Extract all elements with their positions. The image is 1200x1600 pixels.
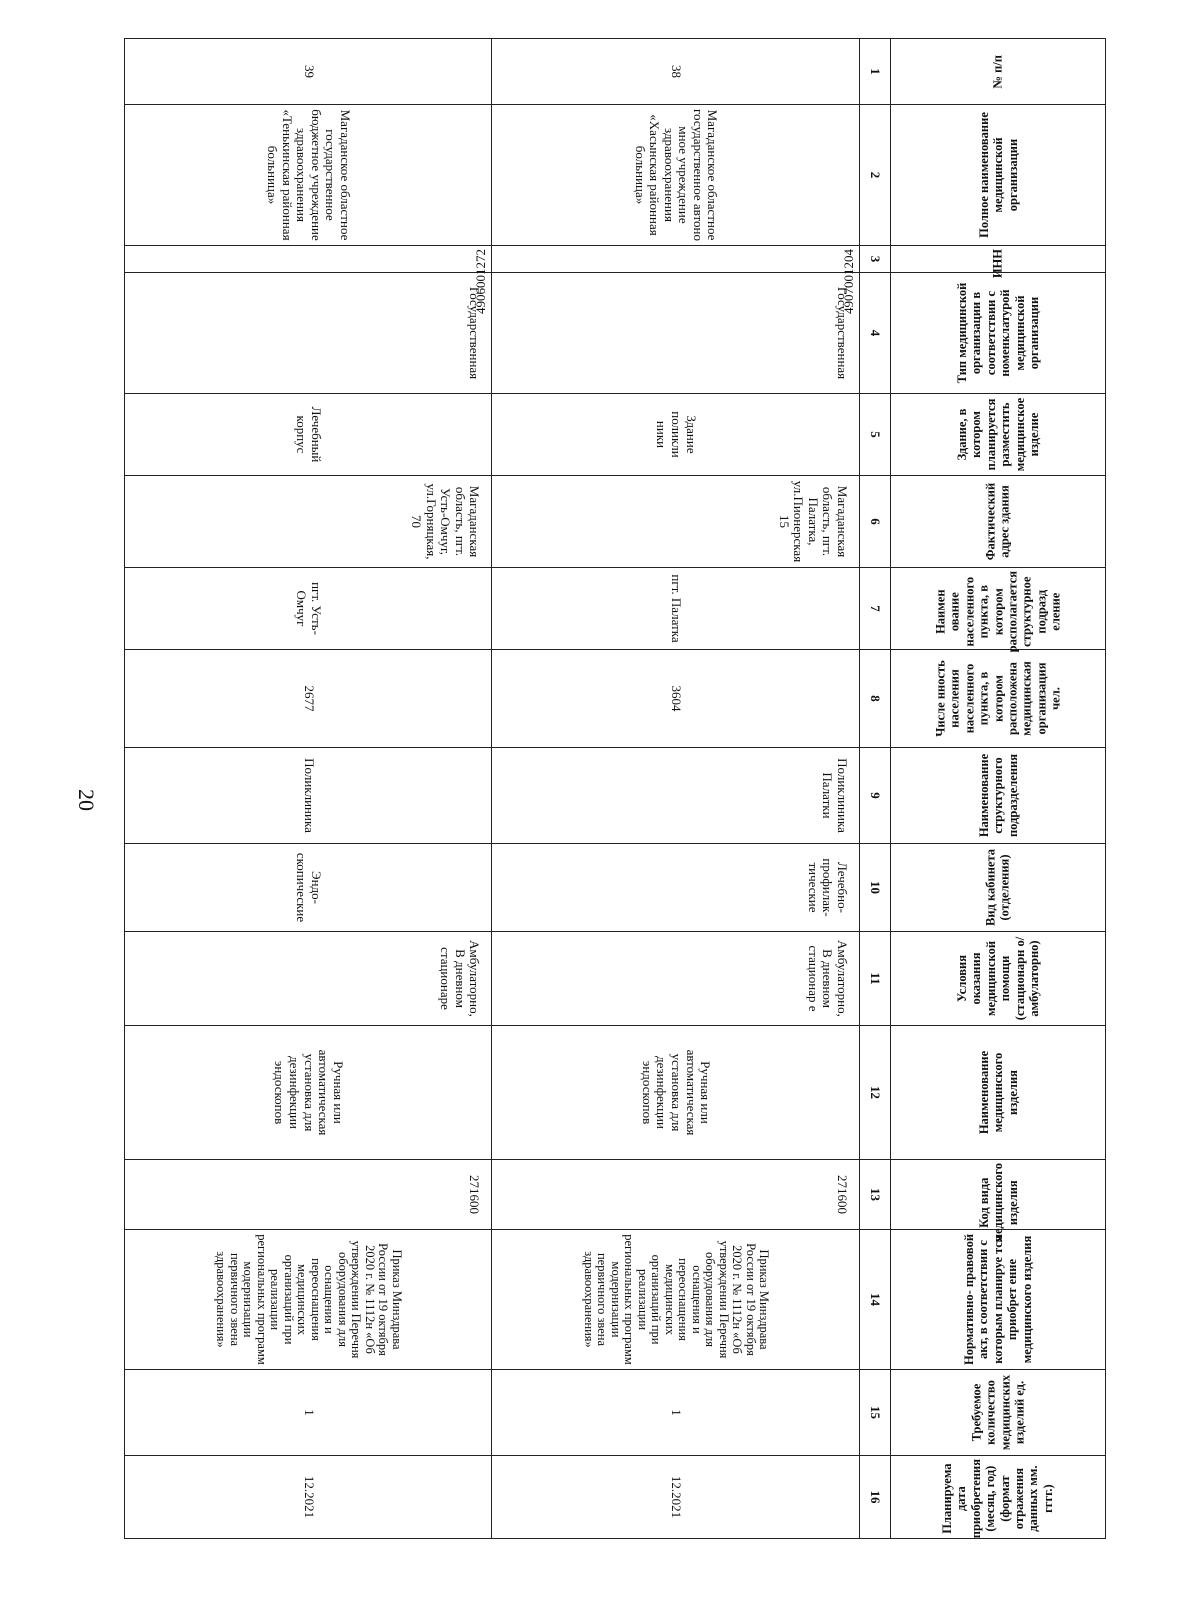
- column-number: 2: [860, 105, 891, 246]
- actual-address: Магаданская область, пгт. Усть-Омчуг, ул.Горняцкая, 70: [125, 476, 493, 568]
- header-title: Наименование структурного подразделения: [976, 753, 1020, 838]
- inn-value: 4907001204: [841, 249, 856, 314]
- equipment-table: [124, 38, 1106, 1539]
- table-row: [125, 39, 493, 1539]
- header-cell: [891, 1456, 1106, 1539]
- header-cell: [891, 1160, 1106, 1243]
- header-title: Вид кабинета (отделения): [983, 849, 1012, 926]
- organization-name: Магаданское областное государственное автоно мное учреждение здравоохранения «Хасынская районная больница»: [492, 105, 860, 246]
- header-title: ИНН: [990, 249, 1005, 279]
- inn-value: 4906001272: [473, 249, 489, 314]
- legal-act: Приказ Минздрава России от 19 октября 2020 г. № 1112н «Об утверждении Перечня оборудования для оснащения и переоснащения медицинских организаций при реализации региональных программ модернизации первичного звена здравоохранения»: [492, 1230, 860, 1370]
- population: 2677: [125, 650, 493, 748]
- column-number: 11: [860, 932, 891, 1026]
- cabinet-type: Эндо-скопические: [125, 844, 493, 932]
- header-cell: [891, 476, 1106, 568]
- header-title: Наимен ование населенного пункта, в котором располагается структурное подразд еление: [933, 570, 1063, 653]
- header-title: Здание, в котором планируется разместить медицинское изделие: [954, 397, 1041, 472]
- device-name: Ручная или автоматическая установка для дезинфекции эндоскопов: [492, 1026, 860, 1160]
- header-cell: [891, 246, 1106, 279]
- population: 3604: [492, 650, 860, 748]
- header-title: Требуемое количество медицинских изделий ед.: [969, 1374, 1027, 1451]
- column-number: 15: [860, 1370, 891, 1456]
- column-number: 4: [860, 273, 891, 394]
- header-cell: [891, 1026, 1106, 1160]
- header-title: Планируема дата приобретения (месяц, год) (формат отражения данных мм. гггг.): [940, 1459, 1056, 1539]
- organization-name: Магаданское областное государственное бюджетное учреждение здравоохранения «Тенькинская районная больница»: [125, 105, 493, 246]
- row-number: 38: [492, 39, 860, 105]
- header-cell: [891, 39, 1106, 105]
- legal-act: Приказ Минздрава России от 19 октября 2020 г. № 1112н «Об утверждении Перечня оборудования для оснащения и переоснащения медицинских организаций при реализации региональных программ модернизации первичного звена здравоохранения»: [125, 1230, 493, 1370]
- structural-unit: Поликлиника: [125, 748, 493, 844]
- header-cell: [891, 748, 1106, 844]
- column-number: 1: [860, 39, 891, 105]
- header-cell: [891, 844, 1106, 932]
- device-code: 271600: [125, 1160, 493, 1230]
- header-cell: [891, 650, 1106, 748]
- planned-date: 12.2021: [125, 1456, 493, 1539]
- header-title: Фактический адрес здания: [983, 482, 1012, 561]
- header-cell: [891, 273, 1106, 394]
- column-number: 16: [860, 1456, 891, 1539]
- care-conditions: Амбулаторно, В дневном стационаре: [125, 932, 493, 1026]
- column-number: 5: [860, 394, 891, 476]
- header-cell: [891, 394, 1106, 476]
- column-number: 8: [860, 650, 891, 748]
- structural-unit: Поликлиника Палатки: [492, 748, 860, 844]
- header-cell: [891, 105, 1106, 246]
- header-cell: [891, 932, 1106, 1026]
- column-number: 13: [860, 1160, 891, 1230]
- care-conditions: Амбулаторно, В дневном стационар е: [492, 932, 860, 1026]
- building: Лечебный корпус: [125, 394, 493, 476]
- column-number: 6: [860, 476, 891, 568]
- equipment-table-wrapper: [124, 38, 1106, 1538]
- organization-type: Государственная: [125, 273, 493, 394]
- quantity: 1: [492, 1370, 860, 1456]
- actual-address: Магаданская область, пгт. Палатка, ул.Пионерская 15: [492, 476, 860, 568]
- header-cell: [891, 1370, 1106, 1456]
- header-title: Числе нность населения населенного пункта, в котором расположена медицинская организация чел.: [933, 660, 1063, 737]
- settlement-name: пгт. Палатка: [492, 568, 860, 650]
- organization-type: Государственная: [492, 273, 860, 394]
- settlement-name: пгт. Усть-Омчуг: [125, 568, 493, 650]
- device-code: 271600: [492, 1160, 860, 1230]
- column-number: 10: [860, 844, 891, 932]
- planned-date: 12.2021: [492, 1456, 860, 1539]
- table-row: [492, 39, 860, 1539]
- header-title: Нормативно- правовой акт, в соответствии с которым планируе тся приобрет ение медицинского изделия: [962, 1233, 1034, 1366]
- inn-cell: [125, 246, 493, 314]
- row-number: 39: [125, 39, 493, 105]
- column-number-row: [860, 39, 891, 1539]
- header-title: Тип медицинской организации в соответствии с номенклатурой медицинской организации: [954, 282, 1041, 384]
- page-number: 20: [74, 789, 99, 811]
- column-number: 9: [860, 748, 891, 844]
- header-title: Код вида медицинского изделия: [976, 1163, 1020, 1243]
- header-cell: [891, 1230, 1106, 1370]
- column-number: 14: [860, 1230, 891, 1370]
- column-number: 7: [860, 568, 891, 650]
- quantity: 1: [125, 1370, 493, 1456]
- column-number: 3: [860, 246, 891, 273]
- header-title: Наименование медицинского изделия: [976, 1050, 1020, 1135]
- building: Здание поликли ники: [492, 394, 860, 476]
- header-title: Полное наименование медицинской организации: [976, 112, 1020, 238]
- inn-cell: [492, 246, 860, 314]
- header-title: № п/п: [990, 54, 1005, 89]
- header-title: Условия оказания медицинской помощи (стационарн о/амбулаторно): [954, 936, 1041, 1021]
- device-name: Ручная или автоматическая установка для дезинфекции эндоскопов: [125, 1026, 493, 1160]
- header-row: [891, 39, 1106, 1539]
- column-number: 12: [860, 1026, 891, 1160]
- cabinet-type: Лечебно-профилак-тические: [492, 844, 860, 932]
- header-cell: [891, 568, 1106, 653]
